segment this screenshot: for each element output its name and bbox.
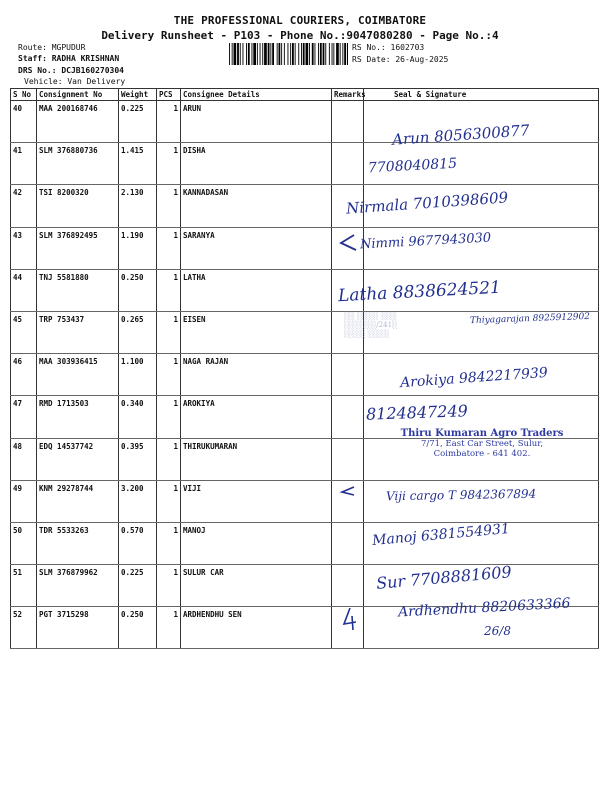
sno-cell: 41 bbox=[11, 143, 37, 185]
handwriting-row51: Sur 7708881609 bbox=[375, 562, 513, 593]
col-consignment-header: Consignment No bbox=[37, 89, 119, 101]
consignment-cell: TDR 5533263 bbox=[37, 522, 119, 564]
handwriting-row45: Thiyagarajan 8925912902 bbox=[469, 311, 591, 327]
sno-cell: 42 bbox=[11, 185, 37, 227]
remarks-cell bbox=[332, 396, 364, 438]
stamp-line-2: 7/71, East Car Street, Sulur, bbox=[420, 439, 544, 449]
pcs-cell: 1 bbox=[157, 607, 181, 649]
handwriting-row49: Viji cargo T 9842367894 bbox=[385, 486, 537, 504]
consignment-cell: TRP 753437 bbox=[37, 311, 119, 353]
weight-cell: 3.200 bbox=[119, 480, 157, 522]
sno-cell: 47 bbox=[11, 396, 37, 438]
consignee-cell: THIRUKUMARAN bbox=[181, 438, 332, 480]
consignee-cell: SARANYA bbox=[181, 227, 332, 269]
pcs-cell: 1 bbox=[157, 480, 181, 522]
remarks-mark-icon bbox=[336, 484, 360, 498]
handwriting-row41: 7708040815 bbox=[367, 155, 458, 177]
consignee-cell: VIJI bbox=[181, 480, 332, 522]
weight-cell: 0.225 bbox=[119, 565, 157, 607]
weight-cell: 1.190 bbox=[119, 227, 157, 269]
col-weight-header: Weight bbox=[119, 89, 157, 101]
pcs-cell: 1 bbox=[157, 311, 181, 353]
stamp-line-1: Thiru Kumaran Agro Traders bbox=[400, 428, 564, 439]
sno-cell: 40 bbox=[11, 101, 37, 143]
route-label: Route: MGPUDUR bbox=[18, 43, 86, 52]
consignment-cell: EDQ 14537742 bbox=[37, 438, 119, 480]
consignment-cell: SLM 376880736 bbox=[37, 143, 119, 185]
pcs-cell: 1 bbox=[157, 396, 181, 438]
faded-stamp: ░░ ░░░░ ░░░ ░░░░░░/241░ ░░░░ ░░░░ bbox=[344, 312, 398, 338]
sno-cell: 46 bbox=[11, 354, 37, 396]
company-stamp bbox=[392, 428, 572, 459]
consignment-cell: MAA 200168746 bbox=[37, 101, 119, 143]
consignee-cell: SULUR CAR bbox=[181, 565, 332, 607]
sno-cell: 45 bbox=[11, 311, 37, 353]
consignment-cell: SLM 376879962 bbox=[37, 565, 119, 607]
weight-cell: 1.415 bbox=[119, 143, 157, 185]
remarks-cell bbox=[332, 101, 364, 143]
table-header-row bbox=[11, 89, 599, 101]
col-pcs-header: PCS bbox=[157, 89, 181, 101]
handwriting-row52b: 26/8 bbox=[484, 624, 511, 638]
handwriting-row52a: Ardhendhu 8820633366 bbox=[397, 595, 571, 621]
remarks-mark-icon bbox=[340, 606, 360, 632]
rs-number: RS No.: 1602703 bbox=[352, 43, 425, 52]
col-sno-header: S No bbox=[11, 89, 37, 101]
consignment-cell: TNJ 5581880 bbox=[37, 269, 119, 311]
remarks-cell bbox=[332, 143, 364, 185]
consignee-cell: NAGA RAJAN bbox=[181, 354, 332, 396]
pcs-cell: 1 bbox=[157, 227, 181, 269]
pcs-cell: 1 bbox=[157, 269, 181, 311]
weight-cell: 0.570 bbox=[119, 522, 157, 564]
weight-cell: 0.395 bbox=[119, 438, 157, 480]
weight-cell: 0.250 bbox=[119, 607, 157, 649]
table-row bbox=[11, 227, 599, 269]
weight-cell: 1.100 bbox=[119, 354, 157, 396]
remarks-cell bbox=[332, 522, 364, 564]
table-row bbox=[11, 143, 599, 185]
handwriting-row44: Latha 8838624521 bbox=[337, 277, 502, 307]
remarks-cell bbox=[332, 438, 364, 480]
pcs-cell: 1 bbox=[157, 101, 181, 143]
handwriting-row43: Nimmi 9677943030 bbox=[359, 230, 492, 253]
handwriting-row42: Nirmala 7010398609 bbox=[345, 188, 509, 218]
consignee-cell: LATHA bbox=[181, 269, 332, 311]
table-row bbox=[11, 269, 599, 311]
consignment-cell: RMD 1713503 bbox=[37, 396, 119, 438]
sno-cell: 43 bbox=[11, 227, 37, 269]
pcs-cell: 1 bbox=[157, 354, 181, 396]
vehicle-label: Vehicle: Van Delivery bbox=[24, 77, 126, 86]
rs-date: RS Date: 26-Aug-2025 bbox=[352, 55, 449, 64]
pcs-cell: 1 bbox=[157, 143, 181, 185]
handwriting-row47b: 8124847249 bbox=[365, 401, 469, 424]
sno-cell: 49 bbox=[11, 480, 37, 522]
sno-cell: 48 bbox=[11, 438, 37, 480]
col-seal-header: Seal & Signature bbox=[364, 89, 599, 101]
consignment-cell: PGT 3715298 bbox=[37, 607, 119, 649]
consignee-cell: MANOJ bbox=[181, 522, 332, 564]
pcs-cell: 1 bbox=[157, 565, 181, 607]
runsheet-subtitle: Delivery Runsheet - P103 - Phone No.:9047080280 - Page No.:4 bbox=[101, 29, 499, 42]
weight-cell: 0.340 bbox=[119, 396, 157, 438]
consignee-cell: AROKIYA bbox=[181, 396, 332, 438]
remarks-cell bbox=[332, 565, 364, 607]
pcs-cell: 1 bbox=[157, 185, 181, 227]
pcs-cell: 1 bbox=[157, 522, 181, 564]
consignment-cell: TSI 8200320 bbox=[37, 185, 119, 227]
sno-cell: 44 bbox=[11, 269, 37, 311]
consignee-cell: ARDHENDHU SEN bbox=[181, 607, 332, 649]
consignment-cell: MAA 303936415 bbox=[37, 354, 119, 396]
weight-cell: 0.225 bbox=[119, 101, 157, 143]
handwriting-row40: Arun 8056300877 bbox=[391, 121, 530, 149]
consignee-cell: EISEN bbox=[181, 311, 332, 353]
consignment-cell: SLM 376892495 bbox=[37, 227, 119, 269]
col-remarks-header: Remarks bbox=[332, 89, 364, 101]
remarks-mark-icon bbox=[336, 232, 360, 254]
consignee-cell: ARUN bbox=[181, 101, 332, 143]
stamp-line-3: Coimbatore - 641 402. bbox=[433, 449, 531, 459]
sno-cell: 51 bbox=[11, 565, 37, 607]
weight-cell: 0.265 bbox=[119, 311, 157, 353]
table-row bbox=[11, 522, 599, 564]
consignment-cell: KNM 29278744 bbox=[37, 480, 119, 522]
drs-number: DRS No.: DCJB160270304 bbox=[18, 66, 124, 75]
company-title: THE PROFESSIONAL COURIERS, COIMBATORE bbox=[173, 14, 427, 27]
handwriting-row50: Manoj 6381554931 bbox=[371, 521, 511, 549]
remarks-cell bbox=[332, 354, 364, 396]
sno-cell: 50 bbox=[11, 522, 37, 564]
consignee-cell: DISHA bbox=[181, 143, 332, 185]
col-consignee-header: Consignee Details bbox=[181, 89, 332, 101]
sno-cell: 52 bbox=[11, 607, 37, 649]
staff-label: Staff: RADHA KRISHNAN bbox=[18, 54, 120, 63]
pcs-cell: 1 bbox=[157, 438, 181, 480]
consignee-cell: KANNADASAN bbox=[181, 185, 332, 227]
weight-cell: 2.130 bbox=[119, 185, 157, 227]
handwriting-row47a: Arokiya 9842217939 bbox=[399, 364, 549, 392]
barcode-icon bbox=[228, 43, 348, 65]
table-row bbox=[11, 185, 599, 227]
weight-cell: 0.250 bbox=[119, 269, 157, 311]
